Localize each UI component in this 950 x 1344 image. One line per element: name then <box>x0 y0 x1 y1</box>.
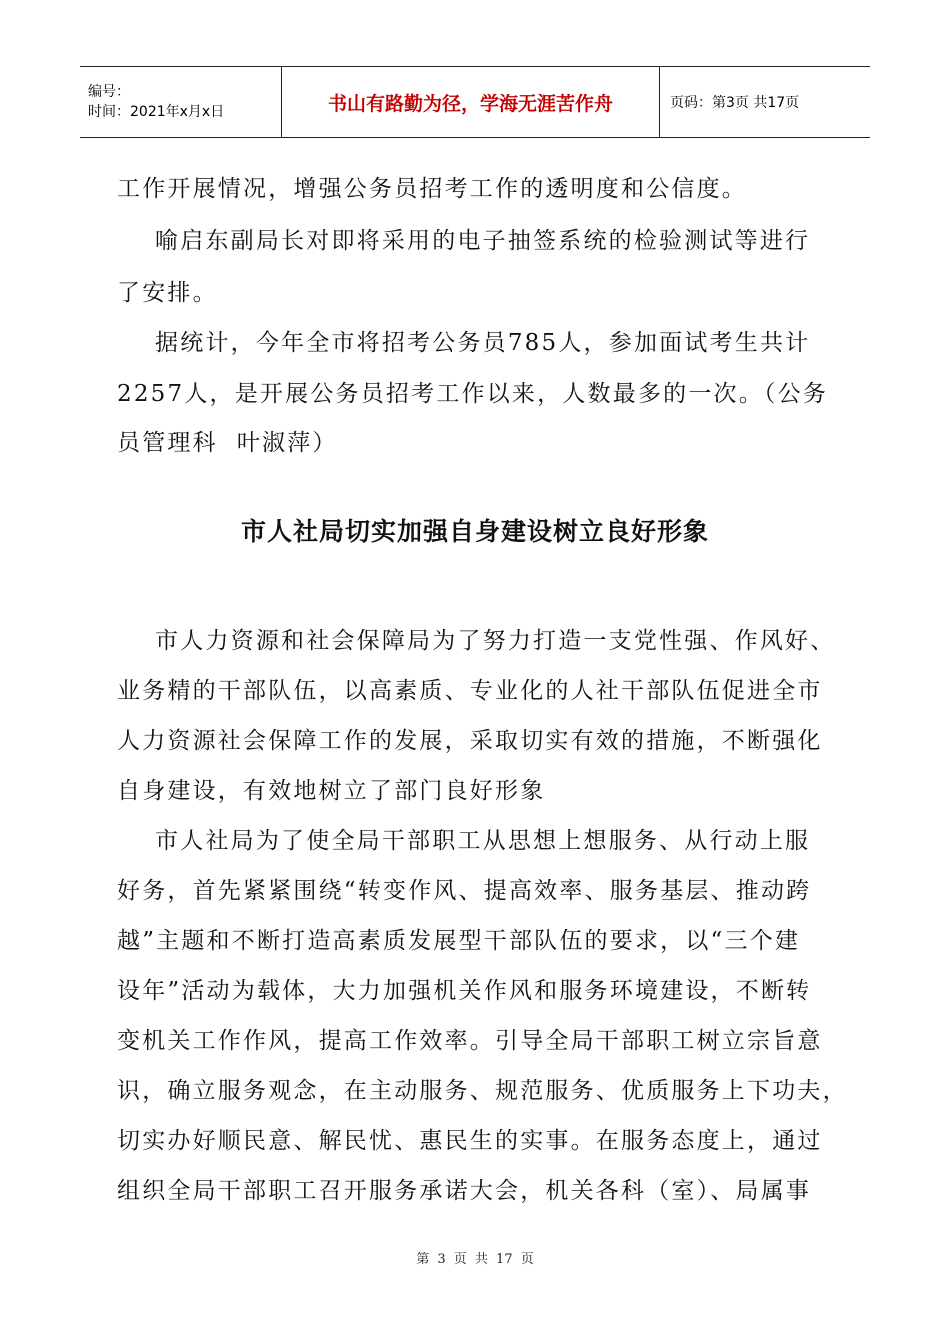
text-line: 据统计，今年全市将招考公务员785人，参加面试考生共计 <box>117 330 811 356</box>
text-line: 喻启东副局长对即将采用的电子抽签系统的检验测试等进行 <box>117 228 811 254</box>
text-line: 人力资源社会保障工作的发展，采取切实有效的措施，不断强化 <box>117 728 823 754</box>
text-line: 业务精的干部队伍，以高素质、专业化的人社干部队伍促进全市 <box>117 678 823 704</box>
text-line: 越”主题和不断打造高素质发展型干部队伍的要求，以“三个建 <box>117 928 801 954</box>
text-line: 变机关工作作风，提高工作效率。引导全局干部职工树立宗旨意 <box>117 1028 823 1054</box>
document-number-label: 编号： <box>88 84 130 100</box>
header-meta <box>80 67 282 137</box>
text-line: 市人力资源和社会保障局为了努力打造一支党性强、作风好、 <box>117 628 836 654</box>
text-line: 员管理科 叶淑萍） <box>117 430 338 456</box>
text-line: 市人社局为了使全局干部职工从思想上想服务、从行动上服 <box>117 828 811 854</box>
page-footer: 第 3 页 共 17 页 <box>416 1252 534 1267</box>
text-line: 2257人，是开展公务员招考工作以来，人数最多的一次。（公务 <box>117 381 829 407</box>
text-line: 了安排。 <box>117 280 218 306</box>
text-line: 好务，首先紧紧围绕“转变作风、提高效率、服务基层、推动跨 <box>117 878 812 904</box>
text-line: 自身建设，有效地树立了部门良好形象 <box>117 778 546 804</box>
header-motto: 书山有路勤为径，学海无涯苦作舟 <box>282 67 660 137</box>
text-line: 组织全局干部职工召开服务承诺大会，机关各科（室）、局属事 <box>117 1178 812 1204</box>
header-page-info: 页码：第3页 共17页 <box>670 95 800 111</box>
text-line: 设年”活动为载体，大力加强机关作风和服务环境建设，不断转 <box>117 978 812 1004</box>
article-title: 市人社局切实加强自身建设树立良好形象 <box>240 517 709 546</box>
text-line: 识，确立服务观念，在主动服务、规范服务、优质服务上下功夫， <box>117 1078 848 1104</box>
document-date-label: 时间：2021年x月x日 <box>88 104 225 120</box>
text-line: 工作开展情况，增强公务员招考工作的透明度和公信度。 <box>117 176 747 202</box>
page-header <box>80 66 870 138</box>
text-line: 切实办好顺民意、解民忧、惠民生的实事。在服务态度上，通过 <box>117 1128 823 1154</box>
